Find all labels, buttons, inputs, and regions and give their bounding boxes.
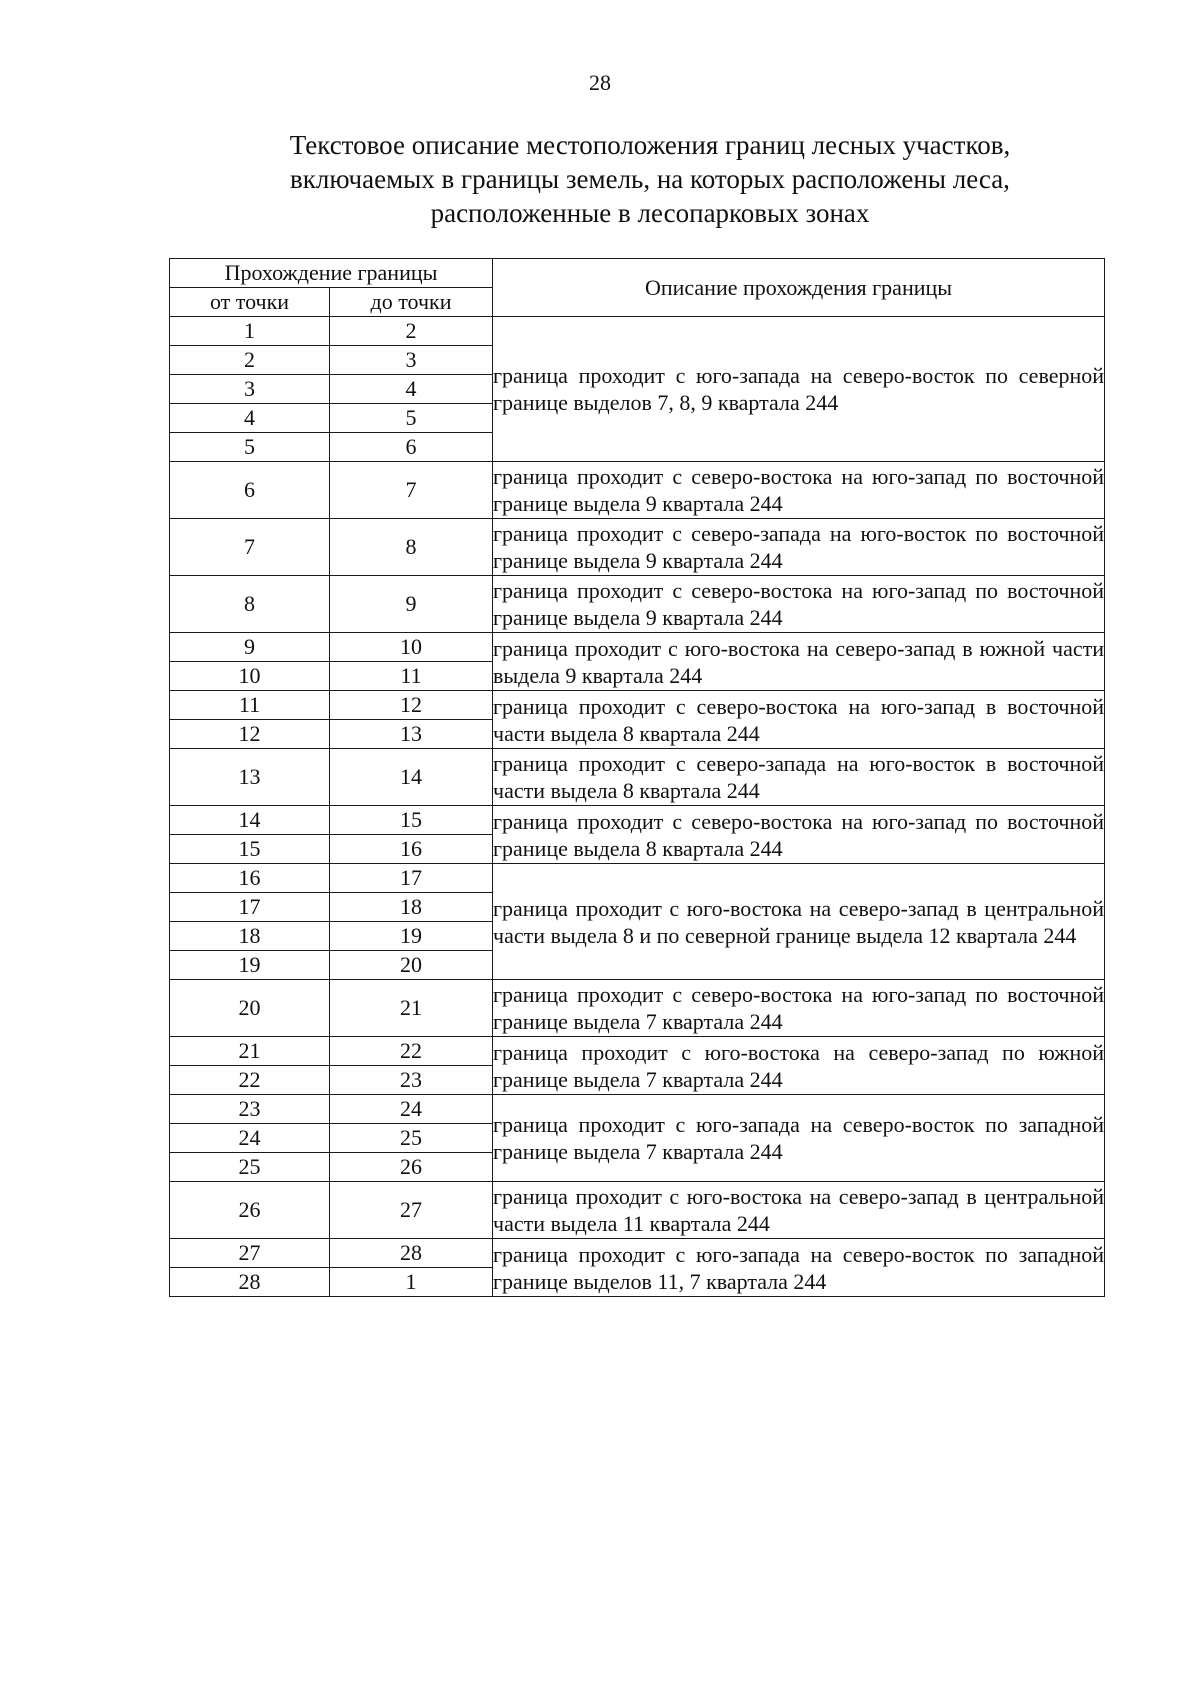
to-point-cell: 25 xyxy=(330,1124,493,1153)
from-point-cell: 23 xyxy=(170,1095,330,1124)
from-point-cell: 5 xyxy=(170,433,330,462)
table-row xyxy=(170,1037,1105,1066)
to-point-cell: 16 xyxy=(330,835,493,864)
from-point-cell: 17 xyxy=(170,893,330,922)
from-point-cell: 12 xyxy=(170,720,330,749)
to-point-cell: 2 xyxy=(330,317,493,346)
to-point-cell: 12 xyxy=(330,691,493,720)
to-point-cell: 8 xyxy=(330,519,493,576)
from-point-cell: 2 xyxy=(170,346,330,375)
to-point-cell: 19 xyxy=(330,922,493,951)
to-point-cell: 26 xyxy=(330,1153,493,1182)
to-point-cell: 21 xyxy=(330,980,493,1037)
from-point-cell: 13 xyxy=(170,749,330,806)
from-point-cell: 27 xyxy=(170,1239,330,1268)
from-point-cell: 28 xyxy=(170,1268,330,1297)
to-point-cell: 14 xyxy=(330,749,493,806)
to-point-cell: 5 xyxy=(330,404,493,433)
to-point-header: до точки xyxy=(330,288,493,317)
to-point-cell: 10 xyxy=(330,633,493,662)
table-row xyxy=(170,576,1105,633)
from-point-cell: 6 xyxy=(170,462,330,519)
table-row xyxy=(170,317,1105,346)
boundary-description-cell: граница проходит с северо-востока на юго-запад по восточной границе выдела 9 квартала 244 xyxy=(493,576,1105,633)
boundary-description-cell: граница проходит с северо-востока на юго-запад по восточной границе выдела 7 квартала 244 xyxy=(493,980,1105,1037)
to-point-cell: 27 xyxy=(330,1182,493,1239)
to-point-cell: 17 xyxy=(330,864,493,893)
from-point-cell: 11 xyxy=(170,691,330,720)
table-row xyxy=(170,1239,1105,1268)
heading-line-3: расположенные в лесопарковых зонах xyxy=(430,198,870,228)
from-point-cell: 21 xyxy=(170,1037,330,1066)
from-point-cell: 26 xyxy=(170,1182,330,1239)
boundary-description-cell: граница проходит с северо-востока на юго-запад по восточной границе выдела 8 квартала 244 xyxy=(493,806,1105,864)
description-header: Описание прохождения границы xyxy=(493,259,1105,317)
page-number: 28 xyxy=(589,70,611,95)
to-point-cell: 6 xyxy=(330,433,493,462)
boundary-table-header xyxy=(170,259,1105,317)
from-point-cell: 20 xyxy=(170,980,330,1037)
from-point-cell: 16 xyxy=(170,864,330,893)
from-point-cell: 9 xyxy=(170,633,330,662)
table-row xyxy=(170,519,1105,576)
table-row xyxy=(170,980,1105,1037)
boundary-table-body xyxy=(170,317,1105,1297)
passage-header: Прохождение границы xyxy=(170,259,493,288)
document-heading xyxy=(160,128,1140,230)
table-row xyxy=(170,462,1105,519)
boundary-description-cell: граница проходит с юго-востока на северо-запад в центральной части выдела 11 квартала 244 xyxy=(493,1182,1105,1239)
table-row xyxy=(170,1095,1105,1124)
from-point-cell: 10 xyxy=(170,662,330,691)
boundary-description-cell: граница проходит с юго-запада на северо-восток по западной границе выделов 11, 7 квартала 244 xyxy=(493,1239,1105,1297)
boundary-description-cell: граница проходит с юго-востока на северо-запад в центральной части выдела 8 и по северной границе выдела 12 квартала 244 xyxy=(493,864,1105,980)
from-point-header: от точки xyxy=(170,288,330,317)
to-point-cell: 3 xyxy=(330,346,493,375)
to-point-cell: 11 xyxy=(330,662,493,691)
boundary-description-cell: граница проходит с юго-востока на северо-запад в южной части выдела 9 квартала 244 xyxy=(493,633,1105,691)
table-row xyxy=(170,1182,1105,1239)
from-point-cell: 4 xyxy=(170,404,330,433)
from-point-cell: 25 xyxy=(170,1153,330,1182)
boundary-description-cell: граница проходит с юго-запада на северо-восток по западной границе выдела 7 квартала 244 xyxy=(493,1095,1105,1182)
table-row xyxy=(170,633,1105,662)
from-point-cell: 14 xyxy=(170,806,330,835)
to-point-cell: 24 xyxy=(330,1095,493,1124)
to-point-cell: 22 xyxy=(330,1037,493,1066)
table-row xyxy=(170,691,1105,720)
to-point-cell: 7 xyxy=(330,462,493,519)
to-point-cell: 13 xyxy=(330,720,493,749)
boundary-table xyxy=(169,258,1105,1297)
table-row xyxy=(170,749,1105,806)
to-point-cell: 15 xyxy=(330,806,493,835)
from-point-cell: 8 xyxy=(170,576,330,633)
to-point-cell: 4 xyxy=(330,375,493,404)
from-point-cell: 15 xyxy=(170,835,330,864)
from-point-cell: 22 xyxy=(170,1066,330,1095)
table-row xyxy=(170,806,1105,835)
from-point-cell: 3 xyxy=(170,375,330,404)
heading-line-2: включаемых в границы земель, на которых расположены леса, xyxy=(290,164,1010,194)
to-point-cell: 18 xyxy=(330,893,493,922)
boundary-description-cell: граница проходит с северо-востока на юго-запад в восточной части выдела 8 квартала 244 xyxy=(493,691,1105,749)
header-row-top xyxy=(170,259,1105,288)
from-point-cell: 1 xyxy=(170,317,330,346)
to-point-cell: 20 xyxy=(330,951,493,980)
from-point-cell: 19 xyxy=(170,951,330,980)
to-point-cell: 28 xyxy=(330,1239,493,1268)
to-point-cell: 1 xyxy=(330,1268,493,1297)
heading-line-1: Текстовое описание местоположения границ лесных участков, xyxy=(289,130,1011,160)
to-point-cell: 9 xyxy=(330,576,493,633)
from-point-cell: 18 xyxy=(170,922,330,951)
from-point-cell: 7 xyxy=(170,519,330,576)
boundary-description-cell: граница проходит с северо-запада на юго-восток по восточной границе выдела 9 квартала 244 xyxy=(493,519,1105,576)
boundary-description-cell: граница проходит с юго-востока на северо-запад по южной границе выдела 7 квартала 244 xyxy=(493,1037,1105,1095)
to-point-cell: 23 xyxy=(330,1066,493,1095)
boundary-description-cell: граница проходит с юго-запада на северо-восток по северной границе выделов 7, 8, 9 квартала 244 xyxy=(493,317,1105,462)
boundary-description-cell: граница проходит с северо-востока на юго-запад по восточной границе выдела 9 квартала 244 xyxy=(493,462,1105,519)
boundary-description-cell: граница проходит с северо-запада на юго-восток в восточной части выдела 8 квартала 244 xyxy=(493,749,1105,806)
from-point-cell: 24 xyxy=(170,1124,330,1153)
table-row xyxy=(170,864,1105,893)
